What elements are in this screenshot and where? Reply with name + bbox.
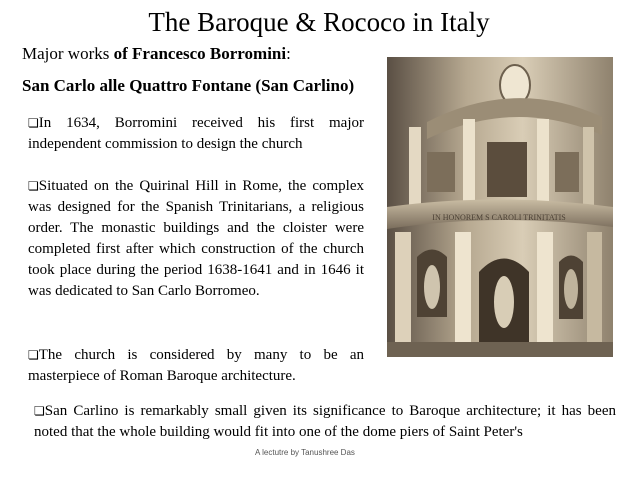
slide-title: The Baroque & Rococo in Italy [148,7,490,37]
paragraph-text: San Carlino is remarkably small given its significance to Baroque architecture; it has been noted that the whole building would fit into one of the dome piers of Saint Peter's [34,403,616,440]
facade-illustration [387,57,613,357]
lower-column [455,232,471,357]
bullet-icon: ❏ [34,404,45,418]
lower-column [395,232,411,357]
statue [424,265,440,309]
subtitle-line [22,43,291,65]
church-facade-photo [387,57,613,357]
paragraph-text: Situated on the Quirinal Hill in Rome, the complex was designed for the Spanish Trinitarians, a religious order. The monastic buildings and the cloister were completed first after which construction of the church took place during the period 1638-1641 and in 1646 it was dedicated to San Carlo Borromeo. [28,178,364,299]
base [387,342,613,357]
upper-column [537,119,549,205]
paragraph-text: In 1634, Borromini received his first major independent commission to design the church [28,115,364,152]
paragraph-text: The church is considered by many to be an masterpiece of Roman Baroque architecture. [28,347,364,384]
paragraph-commission [28,113,364,155]
bullet-icon: ❏ [28,116,39,130]
church-heading: San Carlo alle Quattro Fontane (San Carlino) [22,76,355,95]
subtitle-suffix: : [286,44,291,63]
upper-niche [487,142,527,197]
statue [494,276,514,328]
footer-credit: A lectutre by Tanushree Das [255,448,355,457]
lower-column [537,232,553,357]
paragraph-location [28,176,364,302]
lower-column [587,232,602,357]
upper-column [463,119,475,205]
inscription: IN HONOREM S CAROLI TRINITATIS [432,213,566,222]
upper-window [427,152,455,192]
paragraph-size [34,401,616,443]
upper-column [409,127,421,205]
upper-column [583,127,594,205]
upper-window [555,152,579,192]
paragraph-masterpiece [28,345,364,387]
subtitle-prefix: Major works [22,44,114,63]
statue [564,269,578,309]
architect-name: of Francesco Borromini [113,44,287,63]
bullet-icon: ❏ [28,348,39,362]
bullet-icon: ❏ [28,179,39,193]
